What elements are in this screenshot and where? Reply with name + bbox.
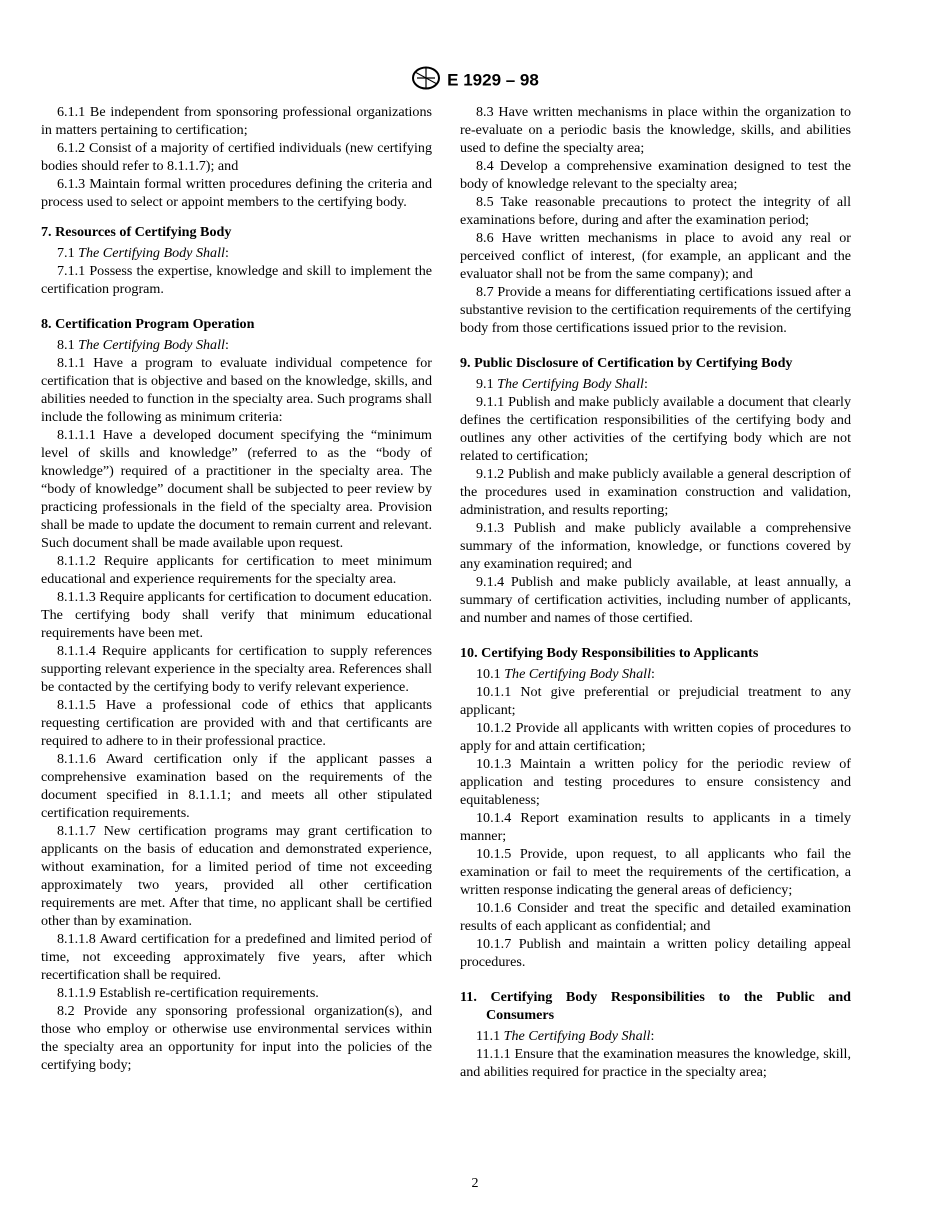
paragraph-9-1-3: 9.1.3 Publish and make publicly available a comprehensive summary of the information, knowledge, or functions covered by any examination required; and — [460, 520, 851, 572]
paragraph-8-1: 8.1 The Certifying Body Shall: — [57, 337, 229, 353]
section-heading-7: 7. Resources of Certifying Body — [41, 224, 232, 240]
paragraph-6-1-2: 6.1.2 Consist of a majority of certified individuals (new certifying bodies should refer to 8.1.1.7); and — [41, 140, 432, 174]
paragraph-8-7: 8.7 Provide a means for differentiating certifications issued after a substantive revision to the certification requirements of the certifying body from those certifications issued prior to the revision. — [460, 284, 851, 336]
clause-number-10-1: 10.1 — [476, 666, 505, 682]
paragraph-9-1-2: 9.1.2 Publish and make publicly available a general description of the procedures used in examination construction and validation, administration, and results reporting; — [460, 466, 851, 518]
paragraph-8-5: 8.5 Take reasonable precautions to protect the integrity of all examinations before, during and after the examination period; — [460, 194, 851, 228]
paragraph-9-1-1: 9.1.1 Publish and make publicly available a document that clearly defines the certification responsibilities of the certifying body and outlines any other activities of the certifying body which are not related to certification; — [460, 394, 851, 464]
paragraph-8-2: 8.2 Provide any sponsoring professional organization(s), and those who employ or otherwise use environmental services within the specialty area an opportunity for input into the policies of the certifying body; — [41, 1003, 432, 1073]
paragraph-10-1-3: 10.1.3 Maintain a written policy for the periodic review of application and testing procedures to ensure consistency and equitableness; — [460, 756, 851, 808]
paragraph-8-1-1-3: 8.1.1.3 Require applicants for certification to document education. The certifying body shall verify that minimum educational requirements have been met. — [41, 589, 432, 641]
right-column — [460, 103, 851, 1081]
paragraph-8-6: 8.6 Have written mechanisms in place to avoid any real or perceived conflict of interest, (for example, an applicant and the evaluator shall not be from the same company); and — [460, 230, 851, 282]
paragraph-7-1-1: 7.1.1 Possess the expertise, knowledge and skill to implement the certification program. — [41, 263, 432, 297]
paragraph-8-1-1-8: 8.1.1.8 Award certification for a predefined and limited period of time, not exceeding approximately five years, after which recertification shall be required. — [41, 931, 432, 983]
paragraph-10-1: 10.1 The Certifying Body Shall: — [476, 666, 655, 682]
paragraph-11-1-1: 11.1.1 Ensure that the examination measures the knowledge, skill, and abilities required for practice in the specialty area; — [460, 1046, 851, 1080]
clause-title-11-1: The Certifying Body Shall — [503, 1028, 651, 1044]
section-heading-8: 8. Certification Program Operation — [41, 316, 255, 332]
clause-number-8-1: 8.1 — [57, 337, 79, 353]
paragraph-9-1-4: 9.1.4 Publish and make publicly available, at least annually, a summary of certification activities, including number of applicants, and number and names of those certified. — [460, 574, 851, 626]
paragraph-6-1-3: 6.1.3 Maintain formal written procedures defining the criteria and process used to select or appoint members to the certifying body. — [41, 176, 432, 210]
clause-number-11-1: 11.1 — [476, 1028, 504, 1044]
paragraph-8-3: 8.3 Have written mechanisms in place within the organization to re-evaluate on a periodic basis the knowledge, skills, and abilities used to define the specialty area; — [460, 104, 851, 156]
paragraph-8-1-1-9: 8.1.1.9 Establish re-certification requirements. — [57, 985, 319, 1001]
astm-logo-icon — [411, 66, 441, 95]
paragraph-8-1-1-6: 8.1.1.6 Award certification only if the applicant passes a comprehensive examination based on the requirements of the document specified in 8.1.1.1; and meets all other stipulated certification requirements. — [41, 751, 432, 821]
paragraph-6-1-1: 6.1.1 Be independent from sponsoring professional organizations in matters pertaining to certification; — [41, 104, 432, 138]
paragraph-10-1-2: 10.1.2 Provide all applicants with written copies of procedures to apply for and attain certification; — [460, 720, 851, 754]
page-header — [0, 66, 950, 95]
paragraph-8-1-1: 8.1.1 Have a program to evaluate individual competence for certification that is objective and based on the knowledge, skills, and abilities needed to function in the specialty area. Such programs shall include the following as minimum criteria: — [41, 355, 432, 425]
paragraph-10-1-7: 10.1.7 Publish and maintain a written policy detailing appeal procedures. — [460, 936, 851, 970]
paragraph-7-1: 7.1 The Certifying Body Shall: — [57, 245, 229, 261]
page-number: 2 — [471, 1176, 479, 1191]
clause-number-7-1: 7.1 — [57, 245, 79, 261]
paragraph-8-1-1-2: 8.1.1.2 Require applicants for certification to meet minimum educational and experience requirements for the specialty area. — [41, 553, 432, 587]
paragraph-11-1: 11.1 The Certifying Body Shall: — [476, 1028, 655, 1044]
paragraph-9-1: 9.1 The Certifying Body Shall: — [476, 376, 648, 392]
paragraph-8-1-1-1: 8.1.1.1 Have a developed document specifying the “minimum level of skills and knowledge” (referred to as the “body of knowledge”) required of a practitioner in the specialty area. The “body of knowledge” document shall be subjected to peer review by practicing professionals in the field of the specialty area. Provision shall be made to update the document to remain current and relevant. Such document shall be made available upon request. — [41, 427, 432, 551]
paragraph-10-1-4: 10.1.4 Report examination results to applicants in a timely manner; — [460, 810, 851, 844]
document-designation: E 1929 – 98 — [447, 70, 539, 90]
paragraph-10-1-6: 10.1.6 Consider and treat the specific and detailed examination results of each applicant as confidential; and — [460, 900, 851, 934]
paragraph-10-1-5: 10.1.5 Provide, upon request, to all applicants who fail the examination or fail to meet the requirements of the certification, a written response indicating the general areas of deficiency; — [460, 846, 851, 898]
paragraph-10-1-1: 10.1.1 Not give preferential or prejudicial treatment to any applicant; — [460, 684, 851, 718]
section-heading-9: 9. Public Disclosure of Certification by Certifying Body — [460, 355, 793, 371]
clause-title-10-1: The Certifying Body Shall — [504, 666, 651, 682]
paragraph-8-1-1-5: 8.1.1.5 Have a professional code of ethics that applicants requesting certification are provided with and that certificants are required to adhere to in their professional practice. — [41, 697, 432, 749]
clause-title-8-1: The Certifying Body Shall — [78, 337, 225, 353]
clause-number-9-1: 9.1 — [476, 376, 498, 392]
clause-title-7-1: The Certifying Body Shall — [78, 245, 225, 261]
paragraph-8-1-1-4: 8.1.1.4 Require applicants for certification to supply references supporting relevant experience in the specialty area. References shall be contacted by the certifying body to verify relevant experience. — [41, 643, 432, 695]
section-heading-11: 11. Certifying Body Responsibilities to the Public and Consumers — [460, 989, 851, 1023]
left-column — [41, 103, 432, 1074]
clause-title-9-1: The Certifying Body Shall — [497, 376, 644, 392]
paragraph-8-1-1-7: 8.1.1.7 New certification programs may grant certification to applicants on the basis of education and demonstrated experience, without examination, for a limited period of time not exceeding approximately two years, provided all other certification requirements are met. After that time, no applicant shall be certified other than by examination. — [41, 823, 432, 929]
section-heading-10: 10. Certifying Body Responsibilities to Applicants — [460, 645, 759, 661]
paragraph-8-4: 8.4 Develop a comprehensive examination designed to test the body of knowledge relevant to the specialty area; — [460, 158, 851, 192]
